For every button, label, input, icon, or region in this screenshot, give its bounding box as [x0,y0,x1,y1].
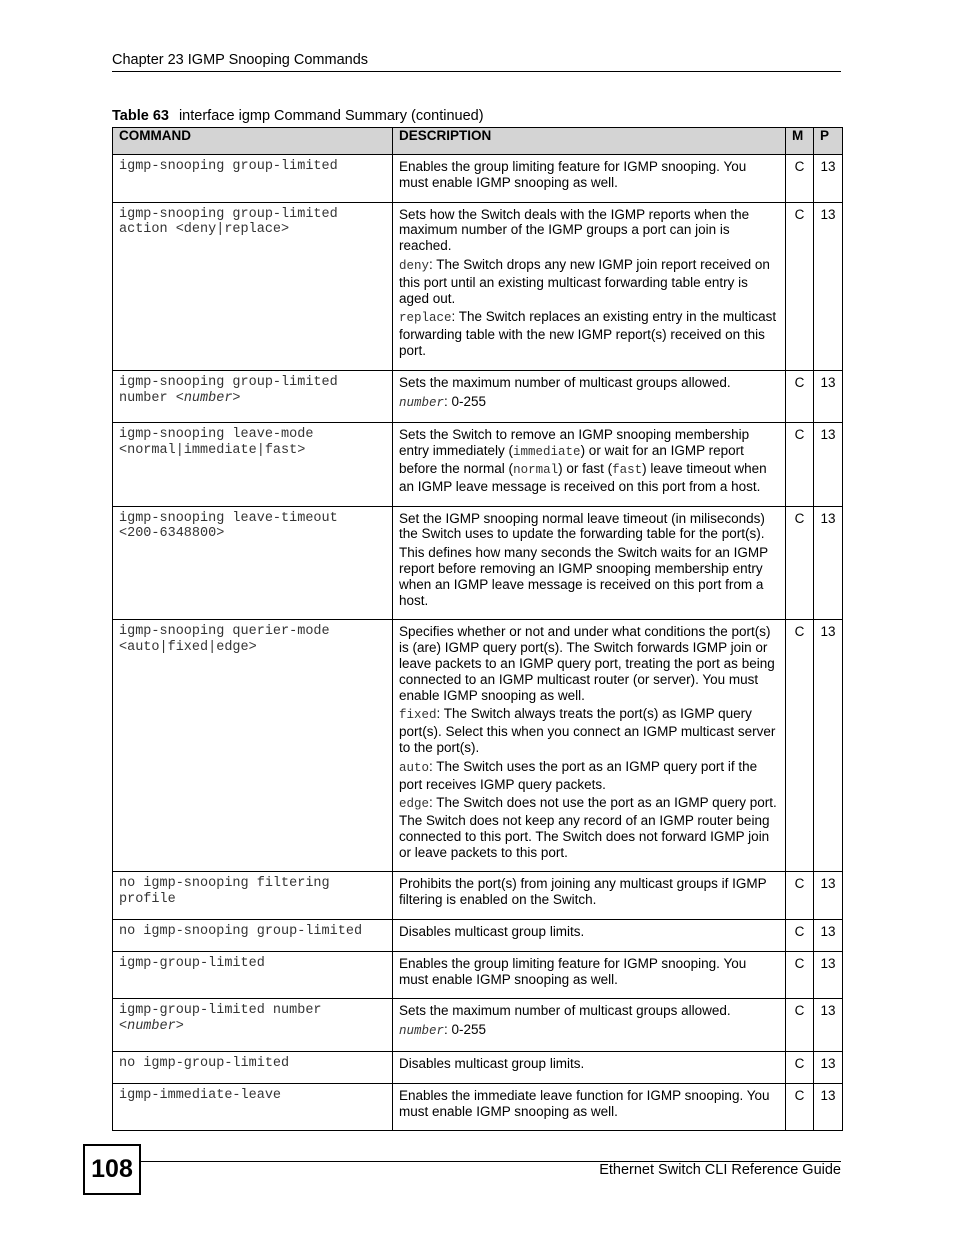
privilege-cell: 13 [814,370,843,423]
description-paragraph: Disables multicast group limits. [399,1056,585,1072]
table-caption [112,108,484,124]
description-paragraph: edge: The Switch does not use the port as an IGMP query port. The Switch does not keep any record of an IGMP router being connected to this port. The Switch does not forward IGMP join or leave packets to this port. [399,795,777,860]
privilege-cell: 13 [814,1052,843,1084]
command-text: igmp-snooping group-limited action <deny|replace> [119,206,338,238]
description-cell [393,155,786,203]
command-text: > [175,1019,184,1035]
description-paragraph: number: 0-255 [399,393,487,410]
command-cell [113,920,393,952]
chapter-header: Chapter 23 IGMP Snooping Commands [112,52,841,72]
privilege-cell: 13 [814,620,843,872]
command-cell [113,370,393,423]
column-header-command: COMMAND [113,128,393,155]
mode-cell: C [786,920,814,952]
mode-cell: C [786,1052,814,1084]
table-row [113,370,843,423]
table-row [113,1083,843,1131]
description-cell [393,506,786,620]
description-cell [393,951,786,999]
page-number: 108 [83,1144,141,1195]
description-cell [393,423,786,506]
table-row [113,1052,843,1084]
description-paragraph: number: 0-255 [399,1022,487,1039]
table-row [113,872,843,920]
description-paragraph: Sets the Switch to remove an IGMP snooping membership entry immediately (immediate) or wait for an IGMP report before the normal (normal) or fast (fast) leave timeout when an IGMP leave message is received on this port from a host. [399,427,767,494]
mode-cell: C [786,1083,814,1131]
mode-cell: C [786,202,814,370]
command-cell [113,620,393,872]
privilege-cell: 13 [814,951,843,999]
mode-cell: C [786,506,814,620]
command-cell [113,506,393,620]
command-text: igmp-snooping group-limited number < [119,374,338,406]
command-text: igmp-snooping leave-mode <normal|immediate|fast> [119,427,314,459]
mode-cell: C [786,423,814,506]
table-caption-label: Table 63 [112,108,169,124]
table-row [113,951,843,999]
table-body [113,155,843,1131]
command-cell [113,202,393,370]
table-row [113,920,843,952]
column-header-m: M [786,128,814,155]
command-text: igmp-immediate-leave [119,1087,282,1103]
description-paragraph: deny: The Switch drops any new IGMP join report received on this port until an existing multicast forwarding table entry is aged out. [399,256,770,306]
description-paragraph: Sets how the Switch deals with the IGMP reports when the maximum number of the IGMP groups a port can join is reached. [399,206,750,254]
privilege-cell: 13 [814,155,843,203]
command-cell [113,872,393,920]
description-cell [393,999,786,1052]
description-paragraph: replace: The Switch replaces an existing entry in the multicast forwarding table with the new IGMP report(s) received on this port. [399,309,777,358]
table-row [113,620,843,872]
command-summary-table [112,127,843,1131]
mode-cell: C [786,951,814,999]
description-paragraph: Sets the maximum number of multicast groups allowed. [399,1003,731,1019]
table-row [113,155,843,203]
description-cell [393,1083,786,1131]
command-text: > [232,390,241,406]
description-paragraph: Specifies whether or not and under what conditions the port(s) is (are) IGMP query port(s). The Switch forwards IGMP join or leave packets to an IGMP query port, treating the port as being connected to an IGMP multicast router (or server). You must enable IGMP snooping as well. [399,624,775,703]
description-paragraph: This defines how many seconds the Switch waits for an IGMP report before removing an IGMP snooping membership entry when an IGMP leave message is received on this port from a host. [399,545,768,608]
table-row [113,999,843,1052]
command-text: number [183,390,233,406]
description-paragraph: Enables the group limiting feature for IGMP snooping. You must enable IGMP snooping as well. [399,159,747,190]
description-paragraph: Enables the immediate leave function for IGMP snooping. You must enable IGMP snooping as well. [399,1087,770,1119]
command-cell [113,423,393,506]
mode-cell: C [786,370,814,423]
description-paragraph: Sets the maximum number of multicast groups allowed. [399,374,731,390]
command-text: igmp-group-limited [119,955,265,971]
command-text: igmp-snooping leave-timeout <200-6348800> [119,510,338,542]
description-paragraph: Set the IGMP snooping normal leave timeout (in miliseconds) the Switch uses to update the forwarding table for the port(s). [399,510,765,542]
command-cell [113,999,393,1052]
description-cell [393,872,786,920]
description-paragraph: Disables multicast group limits. [399,924,585,940]
command-text: no igmp-snooping filtering profile [119,876,330,908]
command-text: no igmp-snooping group-limited [119,924,363,940]
command-text: igmp-snooping querier-mode <auto|fixed|edge> [119,624,330,656]
description-cell [393,920,786,952]
privilege-cell: 13 [814,999,843,1052]
description-paragraph: Prohibits the port(s) from joining any multicast groups if IGMP filtering is enabled on the Switch. [399,876,767,908]
command-cell [113,155,393,203]
command-cell [113,951,393,999]
command-text: igmp-group-limited number < [119,1003,322,1035]
table-row [113,202,843,370]
privilege-cell: 13 [814,202,843,370]
description-cell [393,370,786,423]
column-header-description: DESCRIPTION [393,128,786,155]
table-caption-text: interface igmp Command Summary (continued) [178,108,484,124]
guide-title: Ethernet Switch CLI Reference Guide [599,1162,841,1178]
table-header-row [113,128,843,155]
command-cell [113,1052,393,1084]
table-row [113,423,843,506]
mode-cell: C [786,999,814,1052]
mode-cell: C [786,155,814,203]
mode-cell: C [786,872,814,920]
description-paragraph: fixed: The Switch always treats the port(s) as IGMP query port(s). Select this when you connect an IGMP multicast server to the port(s). [399,706,776,755]
command-text: number [127,1019,176,1035]
description-cell [393,1052,786,1084]
description-cell [393,620,786,872]
privilege-cell: 13 [814,506,843,620]
command-text: igmp-snooping group-limited [119,159,338,174]
column-header-p: P [814,128,843,155]
privilege-cell: 13 [814,872,843,920]
description-paragraph: auto: The Switch uses the port as an IGMP query port if the port receives IGMP query packets. [399,758,758,792]
description-paragraph: Enables the group limiting feature for IGMP snooping. You must enable IGMP snooping as well. [399,955,747,987]
mode-cell: C [786,620,814,872]
command-cell [113,1083,393,1131]
privilege-cell: 13 [814,423,843,506]
description-cell [393,202,786,370]
table-row [113,506,843,620]
privilege-cell: 13 [814,1083,843,1131]
privilege-cell: 13 [814,920,843,952]
command-text: no igmp-group-limited [119,1056,290,1072]
